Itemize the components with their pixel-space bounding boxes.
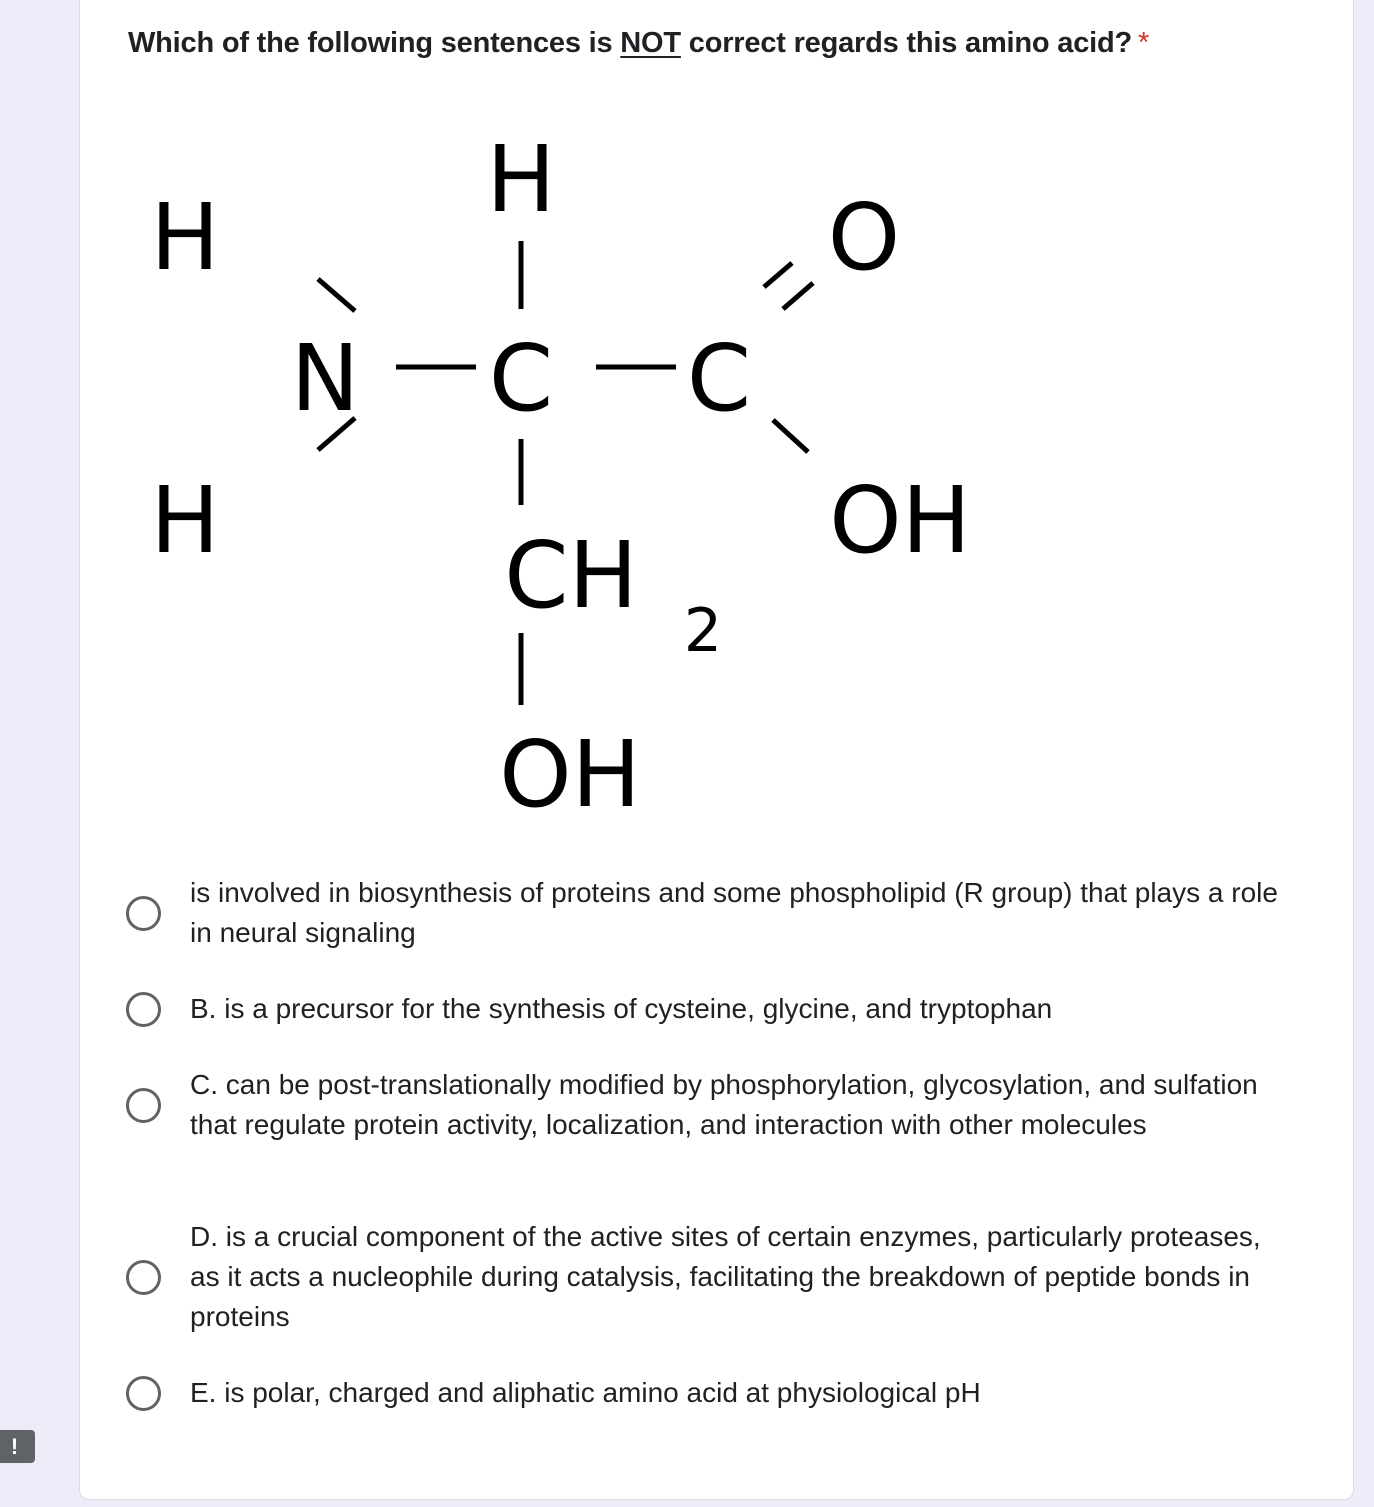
atom-o-double: O [827,184,901,291]
atom-c-alpha: C [488,325,554,432]
atom-n: N [290,325,360,432]
question-prefix: Which of the following sentences is [128,27,621,59]
option-a-label: is involved in biosynthesis of proteins and some phospholipid (R group) that plays a role in neural signaling [190,877,1278,948]
atom-h-bottom-left: H [150,467,220,574]
question-emphasis: NOT [620,27,681,59]
bond-c-o-double-1 [764,263,792,287]
option-e-label: E. is polar, charged and aliphatic amino acid at physiological pH [190,1377,981,1408]
molecule-structure-image [128,101,1008,871]
required-asterisk: * [1138,27,1150,59]
radio-button-b[interactable] [126,992,161,1027]
radio-button-a[interactable] [126,896,161,931]
option-c-label: C. can be post-translationally modified by phosphorylation, glycosylation, and sulfation that regulate protein activity, localization, and interaction with other molecules [190,1069,1258,1140]
question-title [128,27,1149,60]
option-a[interactable] [126,873,1286,953]
option-d-label: D. is a crucial component of the active sites of certain enzymes, particularly proteases, as it acts a nucleophile during catalysis, facilitating the breakdown of peptide bonds in proteins [190,1221,1261,1332]
atom-h-top-left: H [150,184,220,291]
option-c[interactable] [126,1065,1286,1145]
bond-c-oh [773,420,808,452]
radio-button-e[interactable] [126,1376,161,1411]
option-d[interactable] [126,1217,1286,1337]
option-b-label: B. is a precursor for the synthesis of cysteine, glycine, and tryptophan [190,993,1053,1024]
question-suffix: correct regards this amino acid? [680,27,1133,59]
atom-h-top: H [486,126,556,233]
option-b[interactable] [126,989,1286,1029]
radio-button-c[interactable] [126,1088,161,1123]
option-e[interactable] [126,1373,1286,1413]
atom-subscript-2: 2 [683,596,723,666]
question-card [79,0,1354,1500]
bond-h-n-top [318,279,355,311]
bond-c-o-double-2 [783,283,813,309]
atom-oh-carboxyl: OH [829,467,971,574]
atom-oh-side: OH [499,721,641,828]
atom-ch: CH [504,522,638,629]
alert-icon[interactable]: ! [0,1430,35,1463]
atom-c-carboxyl: C [686,325,752,432]
radio-button-d[interactable] [126,1260,161,1295]
